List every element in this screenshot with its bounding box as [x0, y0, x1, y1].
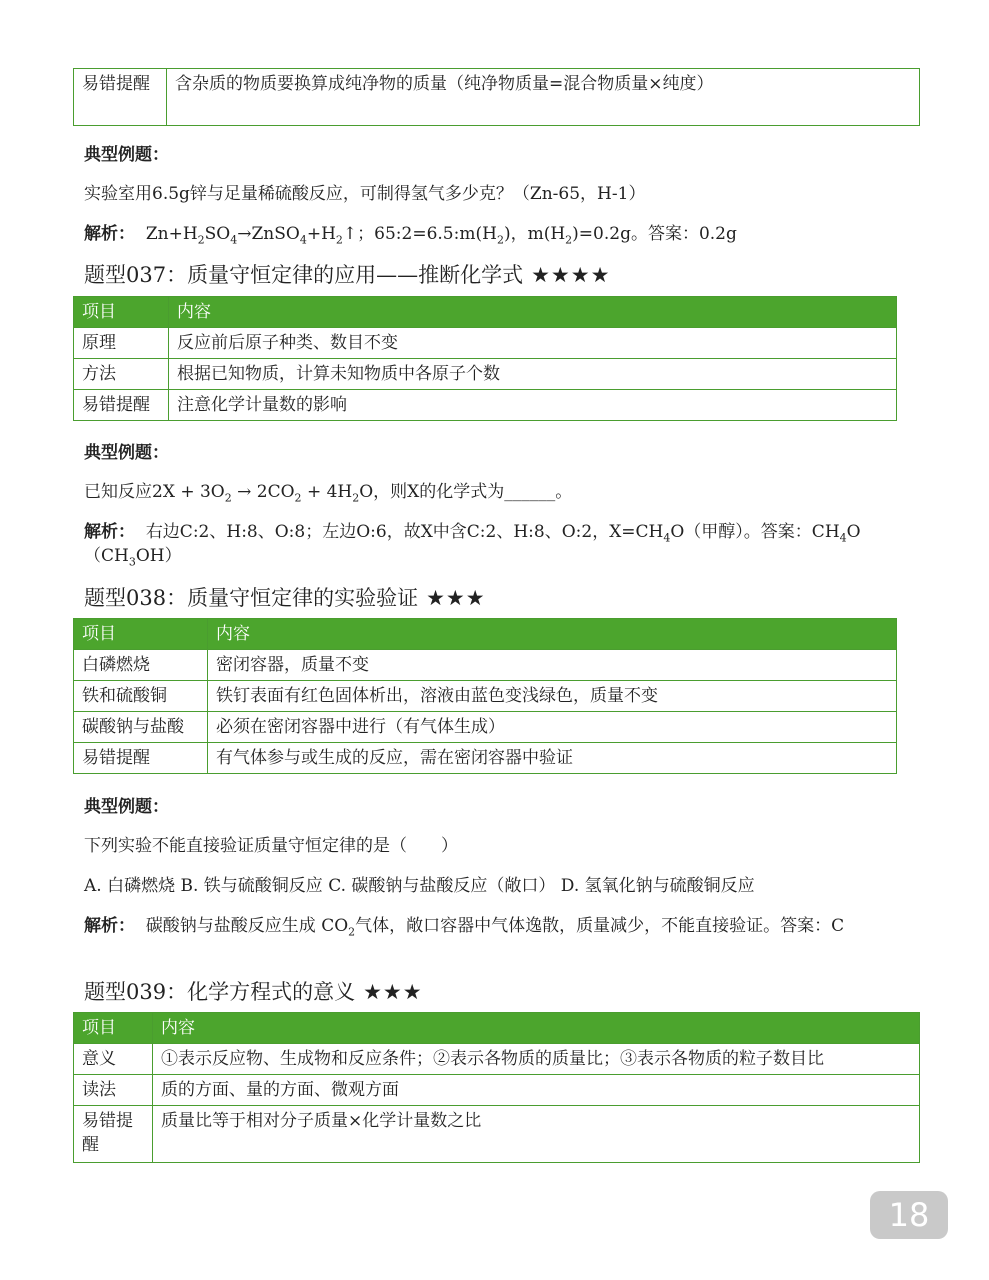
row-content: 注意化学计量数的影响 [169, 390, 897, 421]
analysis-label: 解析： [84, 916, 135, 936]
question-text: + 4H [301, 482, 353, 502]
subscript: 2 [352, 491, 360, 505]
row-content: 铁钉表面有红色固体析出，溶液由蓝色变浅绿色，质量不变 [208, 681, 897, 712]
row-content: 含杂质的物质要换算成纯净物的质量（纯净物质量=混合物质量×纯度） [167, 69, 920, 126]
table-row [74, 390, 897, 421]
analysis-text: 气体，敞口容器中气体逸散，质量减少，不能直接验证。答案：C [355, 916, 845, 936]
table-row [74, 1044, 920, 1075]
table-row [74, 69, 920, 126]
table-row [74, 743, 897, 774]
subscript: 2 [565, 233, 573, 247]
analysis-label: 解析： [84, 522, 135, 542]
question-text: → 2CO [231, 482, 295, 502]
subscript: 2 [496, 233, 504, 247]
header-content: 内容 [153, 1013, 920, 1044]
example-question [84, 480, 920, 504]
example-analysis [84, 914, 920, 938]
subscript: 2 [197, 233, 205, 247]
subscript: 2 [224, 491, 232, 505]
analysis-text: )，m(H [503, 224, 566, 244]
example-question: 下列实验不能直接验证质量守恒定律的是（ ） [84, 836, 458, 856]
subscript: 4 [839, 531, 847, 545]
header-content: 内容 [169, 297, 897, 328]
row-content: ①表示反应物、生成物和反应条件；②表示各物质的质量比；③表示各物质的粒子数目比 [153, 1044, 920, 1075]
analysis-text: OH） [135, 546, 182, 566]
difficulty-stars: ★★★★ [531, 263, 611, 287]
analysis-text: )=0.2g。答案：0.2g [572, 224, 737, 244]
section-title-text: 题型037：质量守恒定律的应用——推断化学式 [84, 263, 524, 287]
table-row [74, 1106, 920, 1163]
question-text: 已知反应2X + 3O [84, 482, 225, 502]
analysis-text: ↑；65:2=6.5:m(H [342, 224, 497, 244]
analysis-text: 碳酸钠与盐酸反应生成 CO [145, 916, 349, 936]
analysis-text: Zn+H [145, 224, 198, 244]
example-label: 典型例题： [84, 443, 169, 463]
row-item: 易错提醒 [74, 743, 208, 774]
subscript: 4 [663, 531, 671, 545]
analysis-text: SO [204, 224, 231, 244]
header-content: 内容 [208, 619, 897, 650]
difficulty-stars: ★★★ [426, 586, 486, 610]
section-title-038 [84, 584, 486, 612]
table-037 [73, 296, 897, 421]
row-item: 易错提醒 [74, 390, 169, 421]
table-row [74, 681, 897, 712]
table-row [74, 328, 897, 359]
row-content: 质的方面、量的方面、微观方面 [153, 1075, 920, 1106]
table-038 [73, 618, 897, 774]
subscript: 2 [294, 491, 302, 505]
subscript: 4 [299, 233, 307, 247]
analysis-text: →ZnSO [237, 224, 300, 244]
subscript: 2 [335, 233, 343, 247]
subscript: 2 [348, 925, 356, 939]
table-row [74, 650, 897, 681]
row-content: 质量比等于相对分子质量×化学计量数之比 [153, 1106, 920, 1163]
row-item: 易错提醒 [74, 1106, 153, 1163]
row-content: 必须在密闭容器中进行（有气体生成） [208, 712, 897, 743]
row-item: 方法 [74, 359, 169, 390]
analysis-text: O（甲醇）。答案：CH [670, 522, 840, 542]
example-options: A. 白磷燃烧 B. 铁与硫酸铜反应 C. 碳酸钠与盐酸反应（敞口） D. 氢氧化钠与硫酸铜反应 [84, 876, 755, 896]
row-content: 根据已知物质，计算未知物质中各原子个数 [169, 359, 897, 390]
row-item: 白磷燃烧 [74, 650, 208, 681]
section-title-text: 题型038：质量守恒定律的实验验证 [84, 586, 419, 610]
table-row [74, 359, 897, 390]
example-label: 典型例题： [84, 145, 169, 165]
analysis-text: O（CH [84, 522, 861, 566]
table-039 [73, 1012, 920, 1163]
section-title-text: 题型039：化学方程式的意义 [84, 980, 356, 1004]
header-item: 项目 [74, 1013, 153, 1044]
row-item: 铁和硫酸铜 [74, 681, 208, 712]
row-item: 碳酸钠与盐酸 [74, 712, 208, 743]
subscript: 4 [230, 233, 238, 247]
example-question: 实验室用6.5g锌与足量稀硫酸反应，可制得氢气多少克？（Zn-65，H-1） [84, 184, 646, 204]
top-table [73, 68, 920, 126]
row-item: 易错提醒 [74, 69, 167, 126]
header-item: 项目 [74, 297, 169, 328]
row-content: 反应前后原子种类、数目不变 [169, 328, 897, 359]
table-header [74, 297, 897, 328]
section-title-039 [84, 978, 423, 1006]
example-analysis [84, 222, 920, 246]
row-item: 原理 [74, 328, 169, 359]
table-header [74, 1013, 920, 1044]
row-item: 读法 [74, 1075, 153, 1106]
section-title-037 [84, 261, 610, 289]
example-label: 典型例题： [84, 797, 169, 817]
example-analysis [84, 520, 920, 568]
table-row [74, 712, 897, 743]
page-number-badge: 18 [870, 1191, 948, 1239]
row-content: 有气体参与或生成的反应，需在密闭容器中验证 [208, 743, 897, 774]
analysis-text: +H [306, 224, 336, 244]
difficulty-stars: ★★★ [363, 980, 423, 1004]
table-row [74, 1075, 920, 1106]
analysis-label: 解析： [84, 224, 135, 244]
subscript: 3 [128, 555, 136, 569]
row-item: 意义 [74, 1044, 153, 1075]
row-content: 密闭容器，质量不变 [208, 650, 897, 681]
table-header [74, 619, 897, 650]
header-item: 项目 [74, 619, 208, 650]
question-text: O，则X的化学式为______。 [359, 482, 573, 502]
analysis-text: 右边C:2、H:8、O:8；左边O:6，故X中含C:2、H:8、O:2，X=CH [145, 522, 664, 542]
